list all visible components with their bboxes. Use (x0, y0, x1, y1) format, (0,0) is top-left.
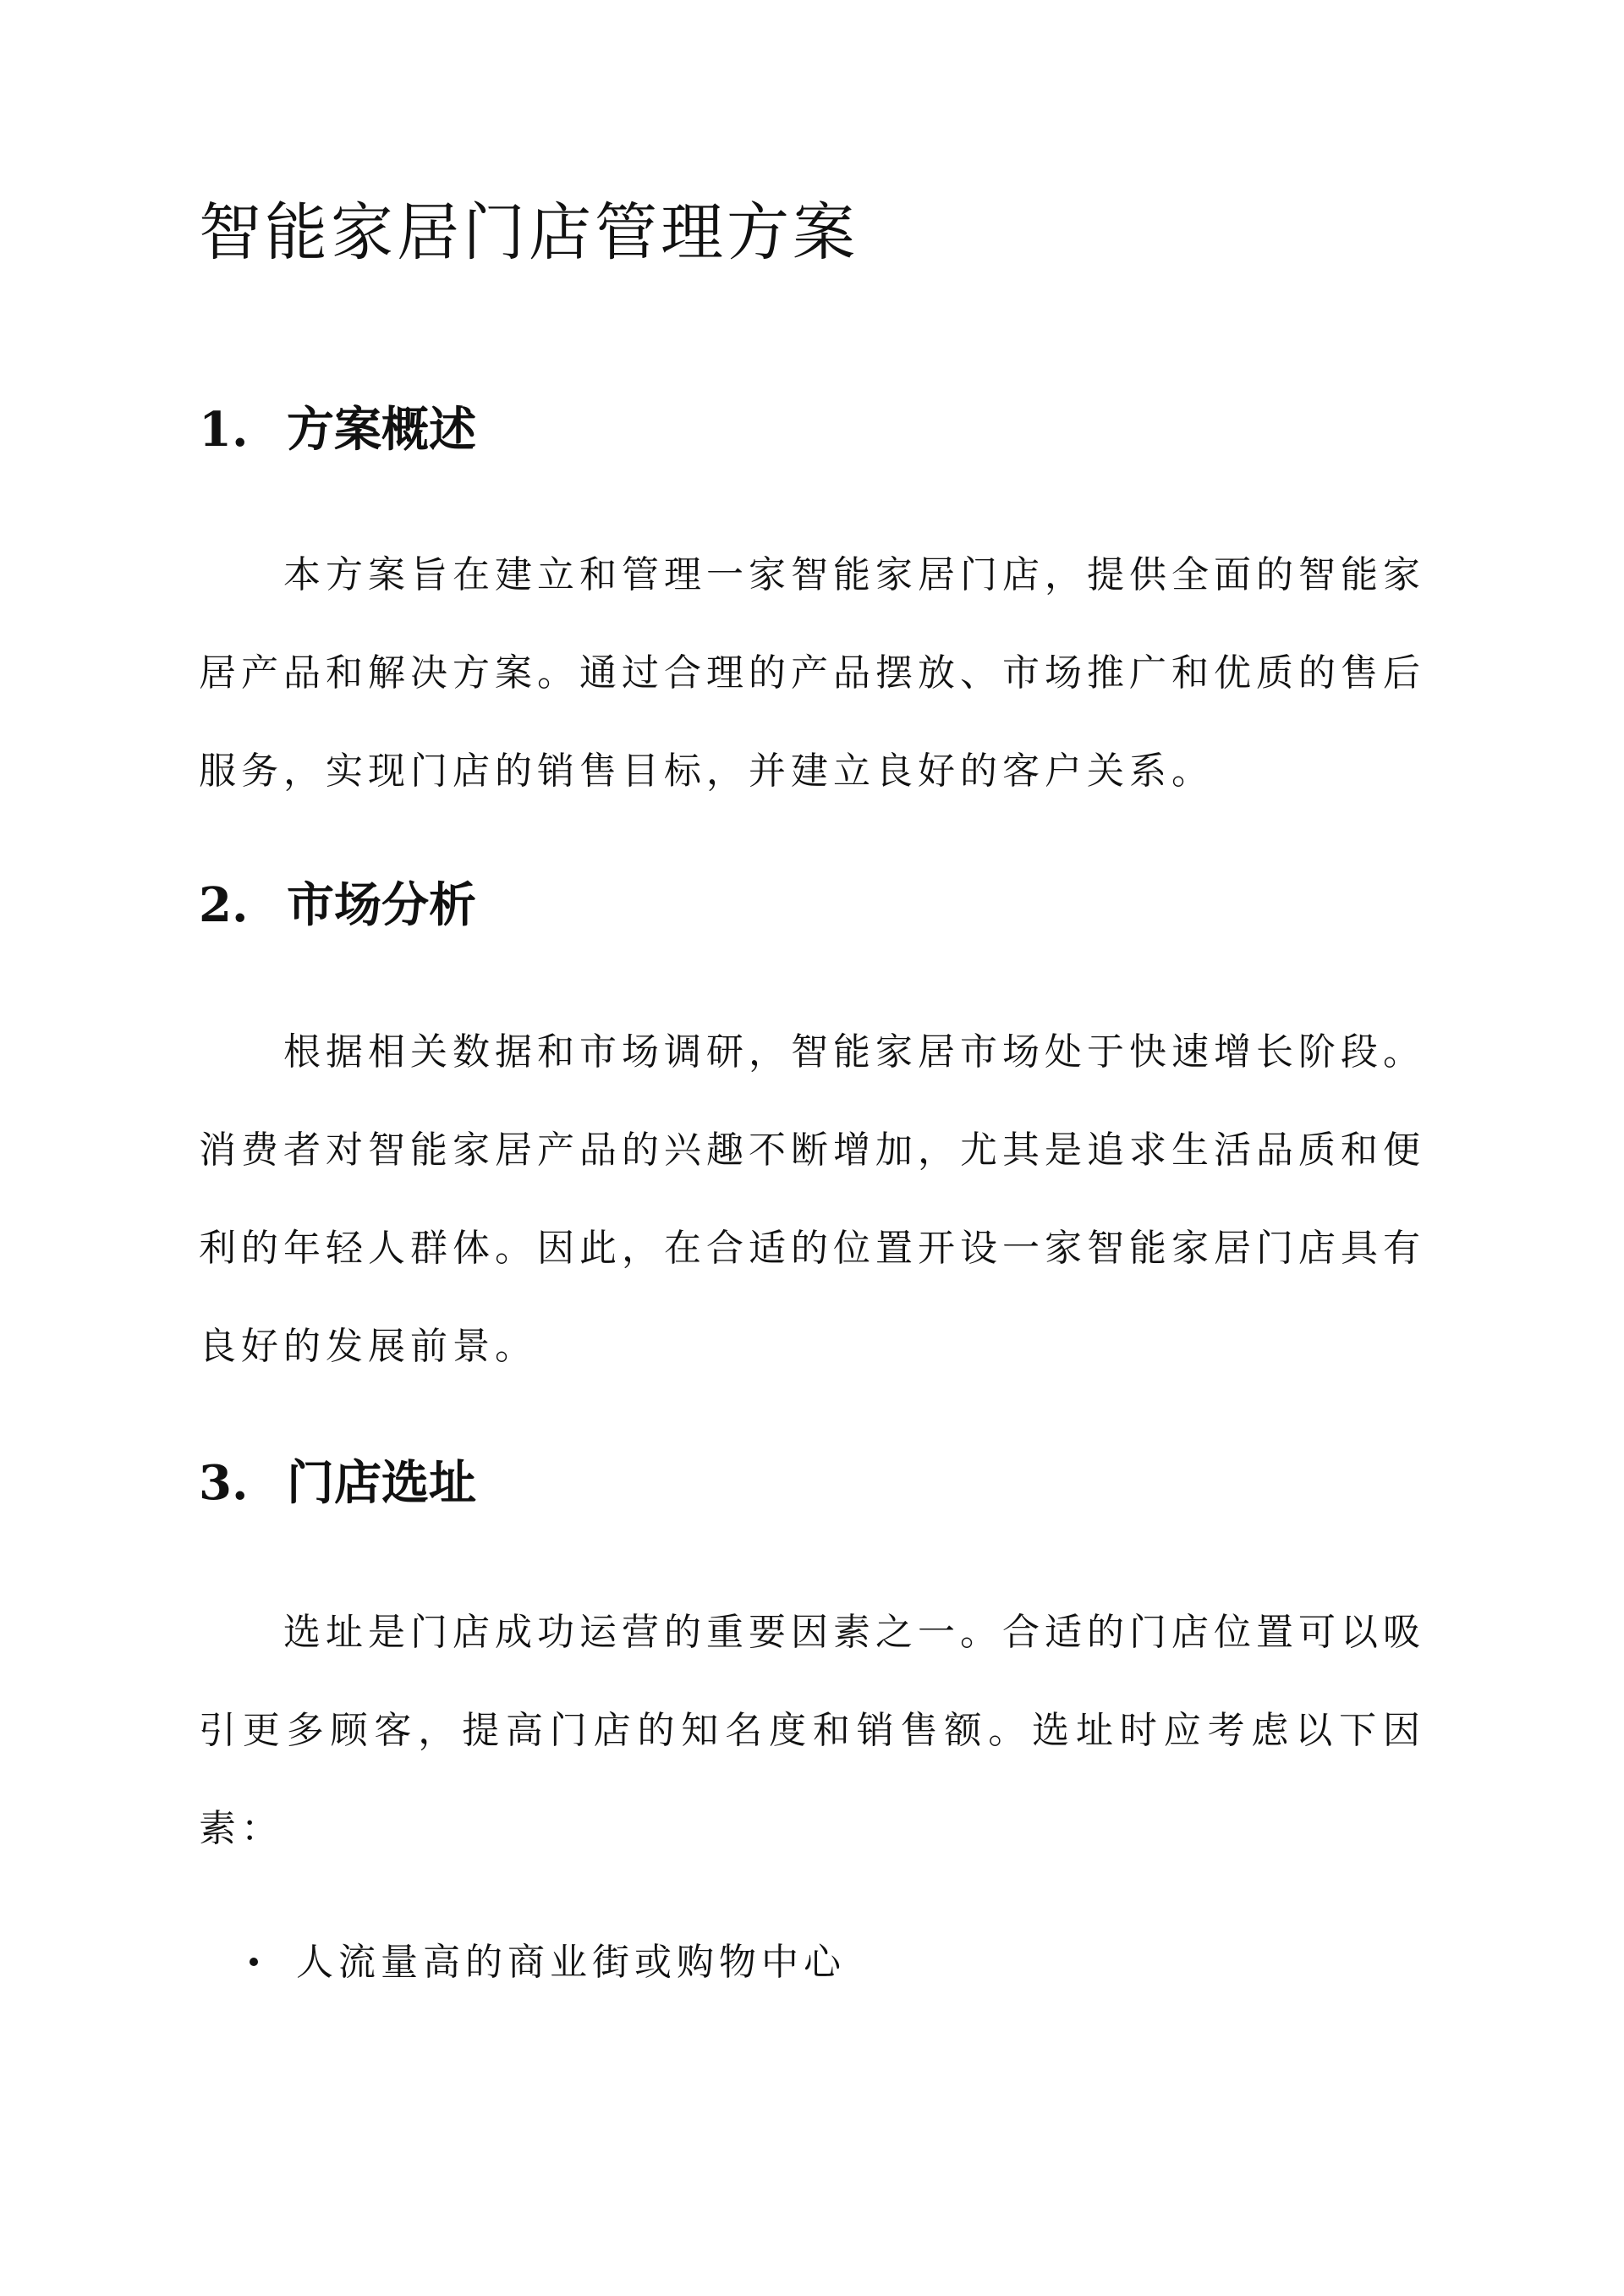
bullet-icon (250, 1958, 258, 1966)
list-item-text: 人流量高的商业街或购物中心 (296, 1941, 846, 1984)
section-paragraph-overview: 本方案旨在建立和管理一家智能家居门店，提供全面的智能家居产品和解决方案。通过合理的产品摆放、市场推广和优质的售后服务，实现门店的销售目标，并建立良好的客户关系。 (199, 553, 1425, 793)
section-paragraph-location: 选址是门店成功运营的重要因素之一。合适的门店位置可以吸引更多顾客，提高门店的知名度和销售额。选址时应考虑以下因素： (199, 1611, 1425, 1850)
section-title: 市场分析 (287, 877, 476, 933)
section-number: 1. (199, 402, 249, 458)
list-item (199, 1937, 846, 1988)
section-paragraph-market: 根据相关数据和市场调研，智能家居市场处于快速增长阶段。消费者对智能家居产品的兴趣不断增加，尤其是追求生活品质和便利的年轻人群体。因此，在合适的位置开设一家智能家居门店具有良好的发展前景。 (199, 1030, 1425, 1368)
section-number: 3. (199, 1455, 249, 1511)
section-number: 2. (199, 877, 249, 933)
section-heading-location (199, 1455, 476, 1511)
location-factor-list (199, 1937, 846, 1988)
section-heading-overview (199, 402, 476, 458)
section-title: 方案概述 (287, 402, 476, 458)
section-heading-market (199, 877, 476, 933)
document-title: 智能家居门店管理方案 (199, 196, 859, 269)
section-title: 门店选址 (287, 1455, 476, 1511)
